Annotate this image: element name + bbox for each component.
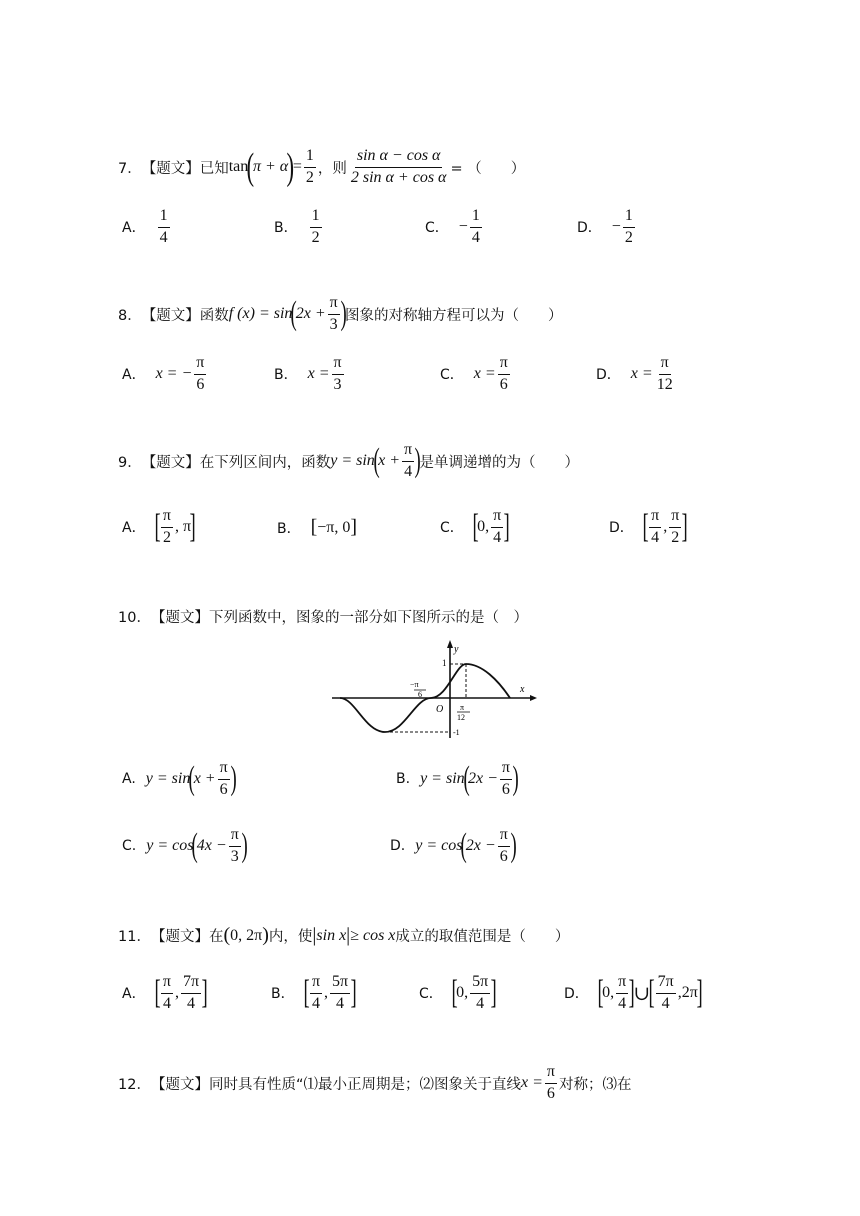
question-text: 已知 <box>199 160 229 177</box>
question-number: 7． <box>118 160 142 177</box>
option-c[interactable]: C． x = $\frac{\pi}{6}$ <box>440 354 508 393</box>
svg-text:12: 12 <box>457 713 465 722</box>
svg-text:6: 6 <box>418 690 422 699</box>
x-axis-label: x <box>520 684 525 695</box>
option-c[interactable]: C. y = cos ( 4x − $\frac{\pi}{3}$ ) <box>122 826 248 865</box>
option-a[interactable]: A. y = sin ( x + $\frac{\pi}{6}$ ) <box>122 759 237 798</box>
question-8: 8． 【题文】 函数 f (x) = sin ( 2x + $\frac{\pi}{3}$ ) 图象的对称轴方程可以为（ ） <box>118 294 563 333</box>
svg-text:1: 1 <box>442 658 447 668</box>
option-b[interactable]: B． $\frac{1}{2}$ <box>274 207 320 246</box>
question-7: 7． 【题文】 已知 tan ( π + α ) = $\frac{1}{2}$ ，则 $\frac{\text{sin α − cos α}}{\text{2 sin α + cos α}}$ = （ ） <box>118 146 526 189</box>
fraction: $\frac{\text{sin α − cos α}}{\text{2 sin α + cos α}}$ <box>350 147 447 186</box>
option-b[interactable]: B． x = $\frac{\pi}{3}$ <box>274 354 342 393</box>
option-a[interactable]: A． [ $\frac{\pi}{2}$ , π ] <box>122 507 196 546</box>
option-a[interactable]: A． [ $\frac{\pi}{4}$ , $\frac{7\pi}{4}$ ] <box>122 973 208 1012</box>
option-a[interactable]: A． x = − $\frac{\pi}{6}$ <box>122 354 205 393</box>
option-d[interactable]: D． [ $\frac{\pi}{4}$ , $\frac{\pi}{2}$ ] <box>609 507 689 546</box>
question-11: 11． 【题文】 在 ( 0, 2π ) 内，使 | sin x | ≥ cos x 成立的取值范围是（ ） <box>118 924 570 946</box>
sine-graph-figure <box>330 640 540 740</box>
svg-text:-1: -1 <box>453 728 460 737</box>
svg-text:O: O <box>436 704 444 715</box>
question-tag: 【题文】 <box>141 160 200 177</box>
option-b[interactable]: B． [ −π, 0 ] <box>277 516 358 538</box>
svg-text:π: π <box>460 703 465 712</box>
svg-text:−π: −π <box>410 680 419 689</box>
option-b[interactable]: B． [ $\frac{\pi}{4}$ , $\frac{5\pi}{4}$ ] <box>271 973 357 1012</box>
y-axis-label: y <box>454 644 459 655</box>
question-10: 10． 【题文】 下列函数中，图象的一部分如下图所示的是（ ） <box>118 610 528 626</box>
option-c[interactable]: C． [ 0, $\frac{\pi}{4}$ ] <box>440 507 510 546</box>
option-d[interactable]: D． [ 0, $\frac{\pi}{4}$ ] ∪ [ $\frac{7\pi}{4}$ , 2π ] <box>564 973 703 1012</box>
fraction: $\frac{1}{2}$ <box>305 147 314 186</box>
option-d[interactable]: D． − $\frac{1}{2}$ <box>577 207 633 246</box>
question-12: 12． 【题文】 同时具有性质“⑴最小正周期是；⑵图象关于直线 x = $\frac{\pi}{6}$ 对称；⑶在 <box>118 1063 632 1102</box>
question-9: 9． 【题文】 在下列区间内，函数 y = sin ( x + $\frac{\pi}{4}$ ) 是单调递增的为（ ） <box>118 441 579 480</box>
option-d[interactable]: D． x = $\frac{\pi}{12}$ <box>596 354 673 393</box>
option-a[interactable]: A． $\frac{1}{4}$ <box>122 207 168 246</box>
option-c[interactable]: C． − $\frac{1}{4}$ <box>425 207 480 246</box>
option-c[interactable]: C． [ 0, $\frac{5\pi}{4}$ ] <box>419 973 497 1012</box>
option-b[interactable]: B. y = sin ( 2x − $\frac{\pi}{6}$ ) <box>396 759 519 798</box>
option-d[interactable]: D. y = cos ( 2x − $\frac{\pi}{6}$ ) <box>390 826 517 865</box>
